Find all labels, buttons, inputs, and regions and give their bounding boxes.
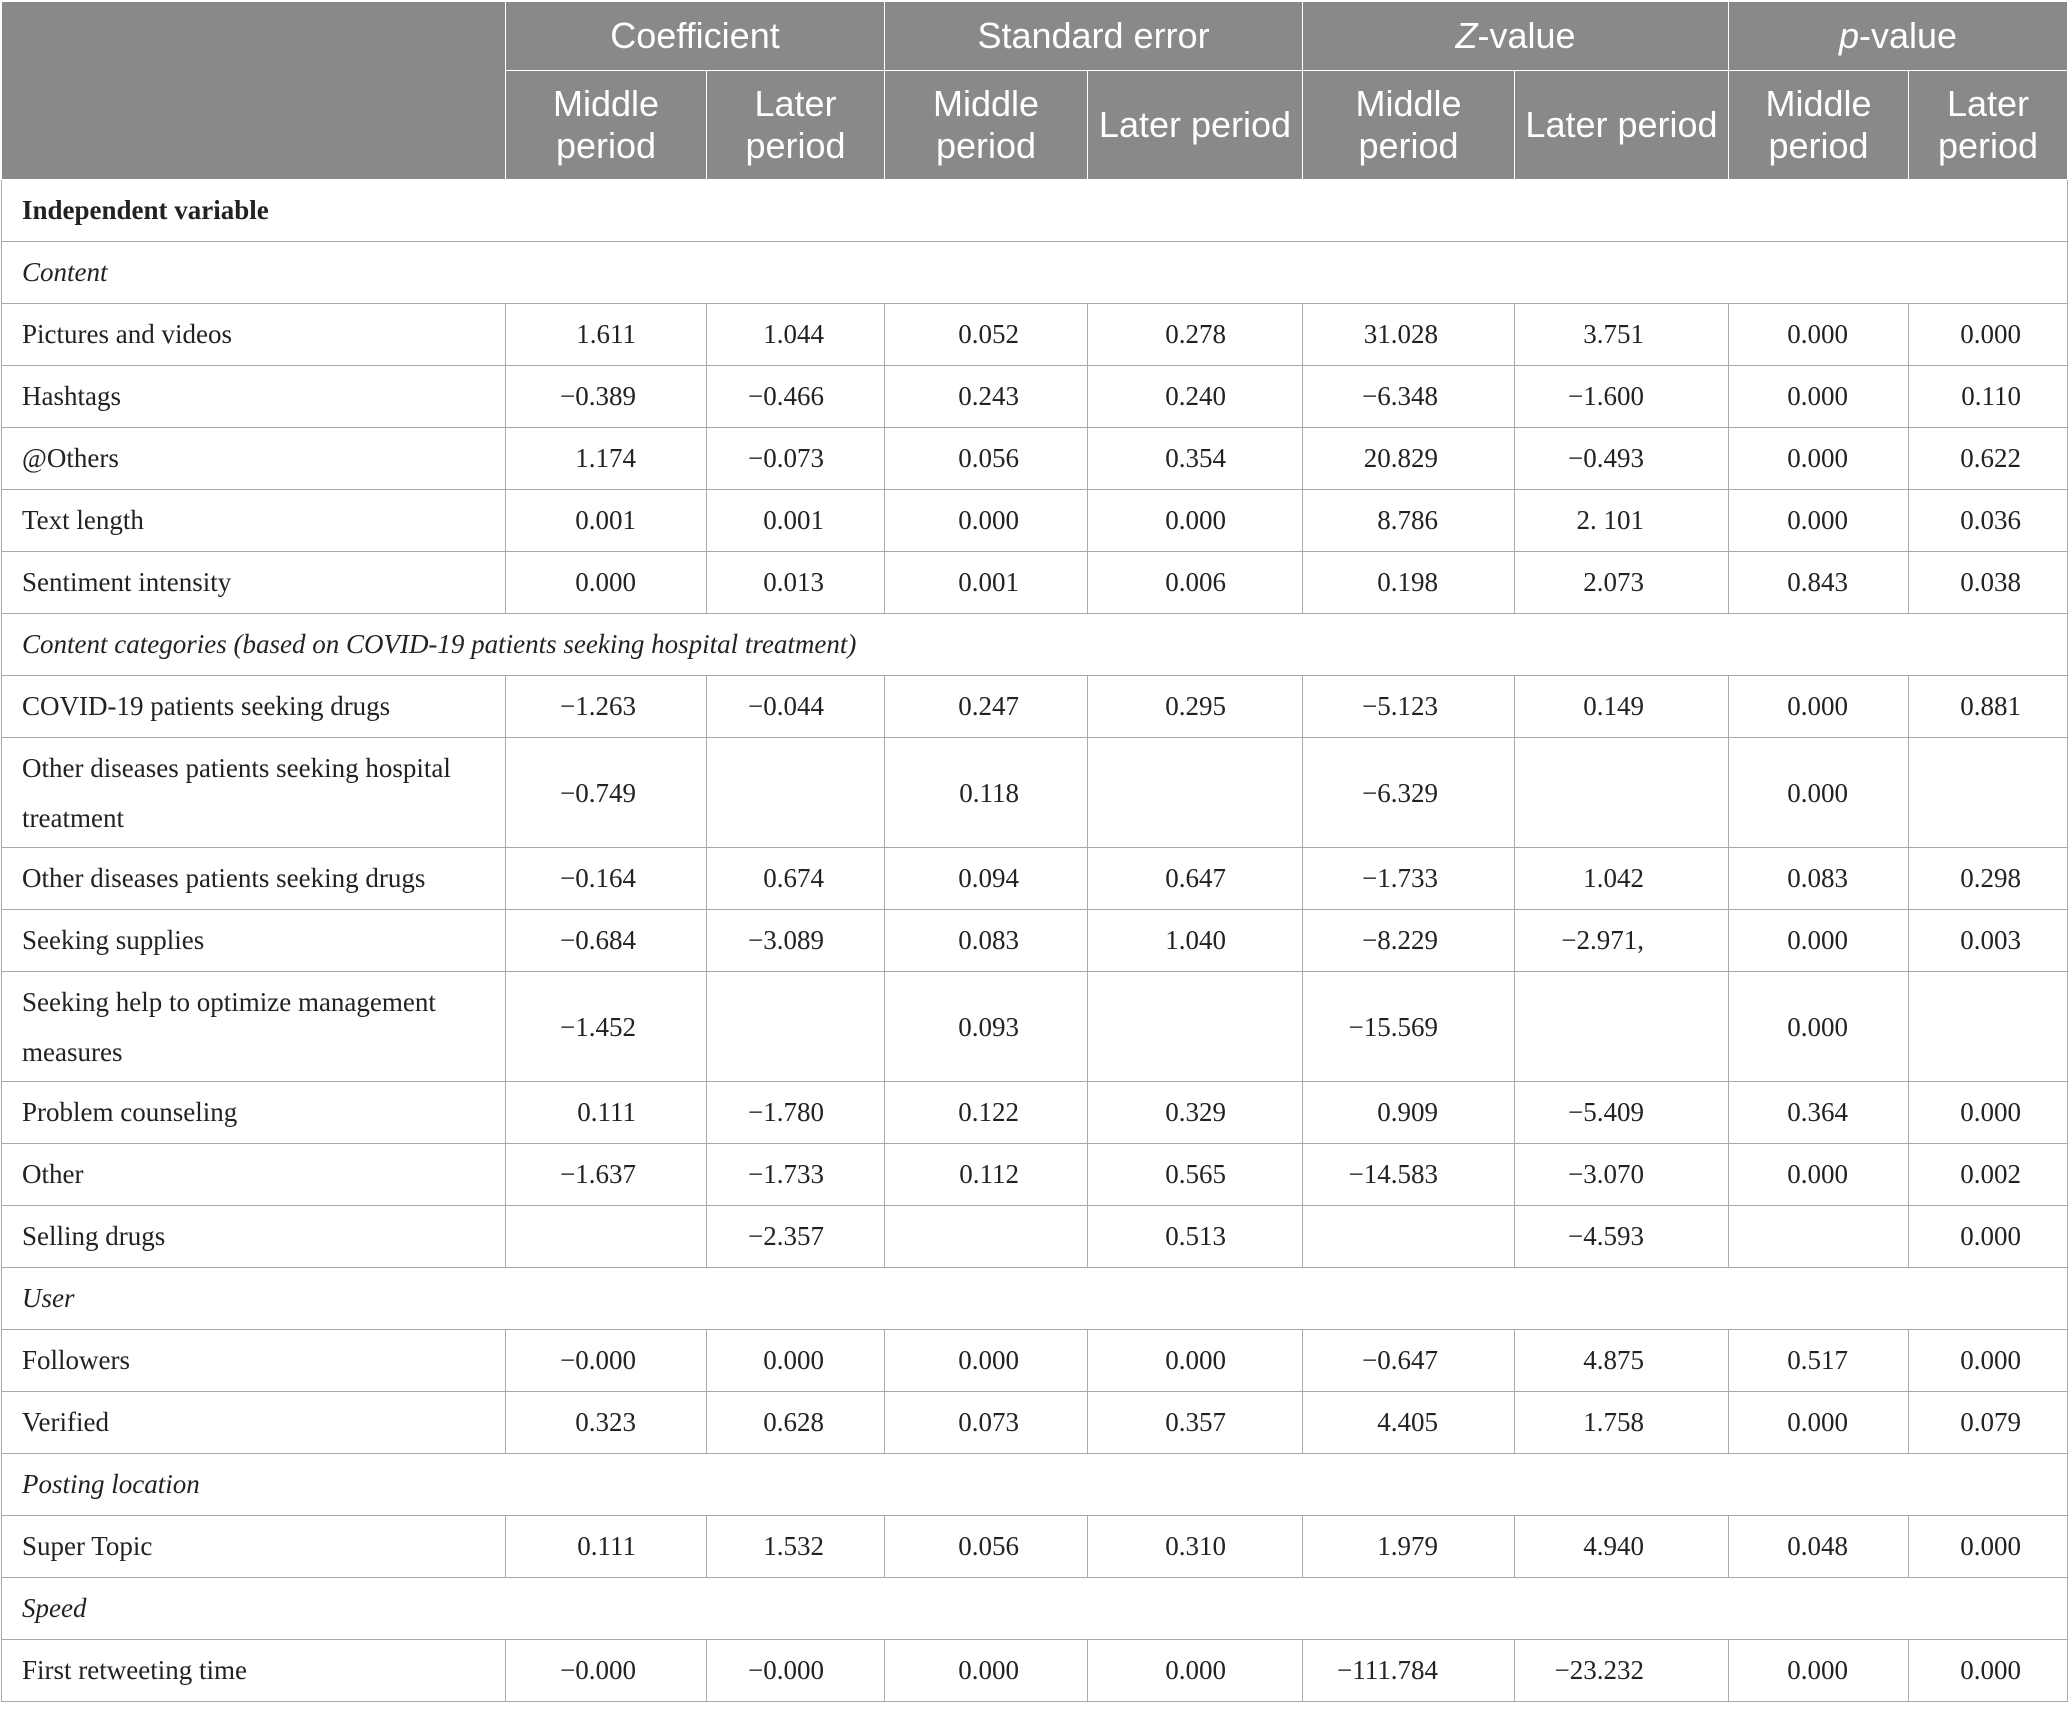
subheader-coef-later: Later period [707, 71, 885, 180]
value-cell: 0.079 [1909, 1392, 2068, 1454]
row-label: Pictures and videos [2, 304, 506, 366]
header-z-value [1303, 2, 1729, 71]
value-cell: −2.971, [1515, 910, 1729, 972]
value-cell: 0.243 [885, 366, 1088, 428]
value-cell: 0.298 [1909, 848, 2068, 910]
table-row [2, 1640, 2068, 1702]
value-cell: 0.000 [1909, 1330, 2068, 1392]
value-cell [1909, 972, 2068, 1082]
value-cell: 0.052 [885, 304, 1088, 366]
value-cell: 0.000 [1909, 304, 2068, 366]
value-cell: 0.000 [1088, 1640, 1303, 1702]
value-cell [1515, 738, 1729, 848]
value-cell: 0.198 [1303, 552, 1515, 614]
value-cell: 0.083 [1729, 848, 1909, 910]
value-cell: 0.112 [885, 1144, 1088, 1206]
value-cell: 0.002 [1909, 1144, 2068, 1206]
section-row [2, 614, 2068, 676]
row-label: Selling drugs [2, 1206, 506, 1268]
subheader-se-later: Later period [1088, 71, 1303, 180]
table-row [2, 428, 2068, 490]
header-blank-cell [2, 2, 506, 180]
value-cell: 4.940 [1515, 1516, 1729, 1578]
value-cell: 0.001 [885, 552, 1088, 614]
subheader-p-later: Later period [1909, 71, 2068, 180]
value-cell: 0.093 [885, 972, 1088, 1082]
value-cell: 0.056 [885, 428, 1088, 490]
value-cell: 0.000 [1088, 490, 1303, 552]
value-cell [707, 738, 885, 848]
value-cell: −0.000 [506, 1640, 707, 1702]
section-row [2, 1454, 2068, 1516]
row-label: Other [2, 1144, 506, 1206]
value-cell: 1.040 [1088, 910, 1303, 972]
row-label: Text length [2, 490, 506, 552]
table-row [2, 304, 2068, 366]
section-label: User [2, 1268, 2068, 1330]
value-cell: 0.000 [1088, 1330, 1303, 1392]
row-label: Other diseases patients seeking drugs [2, 848, 506, 910]
value-cell: −5.123 [1303, 676, 1515, 738]
subheader-z-later: Later period [1515, 71, 1729, 180]
table-row [2, 848, 2068, 910]
value-cell: 2. 101 [1515, 490, 1729, 552]
value-cell: 1.758 [1515, 1392, 1729, 1454]
table-row [2, 972, 2068, 1082]
value-cell: 0.000 [506, 552, 707, 614]
value-cell: −0.389 [506, 366, 707, 428]
value-cell: −15.569 [1303, 972, 1515, 1082]
value-cell: 0.000 [1729, 676, 1909, 738]
value-cell: 0.013 [707, 552, 885, 614]
value-cell: 0.909 [1303, 1082, 1515, 1144]
value-cell [1088, 738, 1303, 848]
value-cell: −3.089 [707, 910, 885, 972]
section-row [2, 1578, 2068, 1640]
value-cell: 0.628 [707, 1392, 885, 1454]
section-label: Content [2, 242, 2068, 304]
value-cell: 0.647 [1088, 848, 1303, 910]
value-cell: 4.875 [1515, 1330, 1729, 1392]
value-cell: −1.263 [506, 676, 707, 738]
value-cell: 0.364 [1729, 1082, 1909, 1144]
row-label: Verified [2, 1392, 506, 1454]
value-cell [506, 1206, 707, 1268]
value-cell: 0.001 [506, 490, 707, 552]
value-cell: 0.843 [1729, 552, 1909, 614]
value-cell: −1.637 [506, 1144, 707, 1206]
section-row [2, 180, 2068, 242]
value-cell: 0.000 [1909, 1206, 2068, 1268]
value-cell [707, 972, 885, 1082]
value-cell: 1.174 [506, 428, 707, 490]
value-cell: 3.751 [1515, 304, 1729, 366]
value-cell: 0.622 [1909, 428, 2068, 490]
value-cell: −1.780 [707, 1082, 885, 1144]
row-label: First retweeting time [2, 1640, 506, 1702]
header-p-suffix: -value [1858, 15, 1958, 56]
value-cell: 1.532 [707, 1516, 885, 1578]
section-row [2, 242, 2068, 304]
table-row [2, 1082, 2068, 1144]
value-cell: 0.000 [1729, 304, 1909, 366]
value-cell: −8.229 [1303, 910, 1515, 972]
value-cell [1909, 738, 2068, 848]
value-cell: −3.070 [1515, 1144, 1729, 1206]
value-cell: 0.083 [885, 910, 1088, 972]
value-cell: 0.038 [1909, 552, 2068, 614]
value-cell: 0.000 [1909, 1640, 2068, 1702]
section-row [2, 1268, 2068, 1330]
value-cell: 0.000 [1909, 1082, 2068, 1144]
subheader-z-middle: Middle period [1303, 71, 1515, 180]
value-cell: 8.786 [1303, 490, 1515, 552]
row-label: Hashtags [2, 366, 506, 428]
value-cell: −4.593 [1515, 1206, 1729, 1268]
value-cell: 0.000 [1729, 366, 1909, 428]
value-cell: −0.684 [506, 910, 707, 972]
value-cell: −111.784 [1303, 1640, 1515, 1702]
value-cell: 0.881 [1909, 676, 2068, 738]
value-cell: 0.003 [1909, 910, 2068, 972]
value-cell: 0.354 [1088, 428, 1303, 490]
table-row [2, 366, 2068, 428]
table-body [2, 180, 2068, 1702]
value-cell: −1.452 [506, 972, 707, 1082]
value-cell: −23.232 [1515, 1640, 1729, 1702]
value-cell: 0.073 [885, 1392, 1088, 1454]
value-cell: 2.073 [1515, 552, 1729, 614]
value-cell: 0.295 [1088, 676, 1303, 738]
value-cell: 0.000 [1729, 428, 1909, 490]
value-cell: 20.829 [1303, 428, 1515, 490]
value-cell: 0.000 [1729, 738, 1909, 848]
header-p-value [1729, 2, 2068, 71]
header-coefficient: Coefficient [506, 2, 885, 71]
row-label: Problem counseling [2, 1082, 506, 1144]
value-cell: 1.042 [1515, 848, 1729, 910]
row-label: Super Topic [2, 1516, 506, 1578]
value-cell: 1.044 [707, 304, 885, 366]
value-cell: 0.240 [1088, 366, 1303, 428]
value-cell: −0.466 [707, 366, 885, 428]
subheader-coef-middle: Middle period [506, 71, 707, 180]
value-cell: 1.979 [1303, 1516, 1515, 1578]
table-row [2, 910, 2068, 972]
value-cell: 0.000 [1729, 972, 1909, 1082]
section-label: Speed [2, 1578, 2068, 1640]
row-label: Followers [2, 1330, 506, 1392]
table-header [2, 2, 2068, 180]
value-cell: 0.111 [506, 1516, 707, 1578]
value-cell: −0.647 [1303, 1330, 1515, 1392]
value-cell: 0.000 [1729, 1144, 1909, 1206]
value-cell: 0.000 [885, 1640, 1088, 1702]
table-row [2, 552, 2068, 614]
value-cell: 0.000 [707, 1330, 885, 1392]
value-cell: 0.323 [506, 1392, 707, 1454]
value-cell: 0.000 [1909, 1516, 2068, 1578]
header-standard-error: Standard error [885, 2, 1303, 71]
value-cell: −1.600 [1515, 366, 1729, 428]
table-row [2, 1392, 2068, 1454]
value-cell: 0.000 [1729, 1392, 1909, 1454]
section-label: Independent variable [2, 180, 2068, 242]
value-cell: −0.044 [707, 676, 885, 738]
value-cell: 0.000 [1729, 490, 1909, 552]
value-cell: −0.000 [707, 1640, 885, 1702]
table-row [2, 490, 2068, 552]
value-cell [1088, 972, 1303, 1082]
value-cell [1303, 1206, 1515, 1268]
value-cell: 0.329 [1088, 1082, 1303, 1144]
header-z-suffix: -value [1477, 15, 1576, 56]
value-cell [885, 1206, 1088, 1268]
value-cell: −0.749 [506, 738, 707, 848]
value-cell: −14.583 [1303, 1144, 1515, 1206]
value-cell: −1.733 [1303, 848, 1515, 910]
value-cell: 0.149 [1515, 676, 1729, 738]
table-row [2, 1206, 2068, 1268]
value-cell: 0.000 [1729, 910, 1909, 972]
value-cell: 0.000 [885, 1330, 1088, 1392]
value-cell: −6.348 [1303, 366, 1515, 428]
regression-results-table [1, 1, 2068, 1702]
row-label: @Others [2, 428, 506, 490]
value-cell: 0.278 [1088, 304, 1303, 366]
header-z-letter: Z [1455, 15, 1478, 56]
value-cell: 0.310 [1088, 1516, 1303, 1578]
value-cell: 0.006 [1088, 552, 1303, 614]
value-cell: −0.073 [707, 428, 885, 490]
value-cell: −0.493 [1515, 428, 1729, 490]
row-label: COVID-19 patients seeking drugs [2, 676, 506, 738]
value-cell: 0.513 [1088, 1206, 1303, 1268]
value-cell: 0.122 [885, 1082, 1088, 1144]
section-label: Posting location [2, 1454, 2068, 1516]
value-cell: 0.048 [1729, 1516, 1909, 1578]
value-cell: 0.110 [1909, 366, 2068, 428]
value-cell: 0.111 [506, 1082, 707, 1144]
table-row [2, 738, 2068, 848]
subheader-se-middle: Middle period [885, 71, 1088, 180]
value-cell [1729, 1206, 1909, 1268]
value-cell: 4.405 [1303, 1392, 1515, 1454]
value-cell: −5.409 [1515, 1082, 1729, 1144]
value-cell: 0.036 [1909, 490, 2068, 552]
row-label: Seeking supplies [2, 910, 506, 972]
value-cell: 0.565 [1088, 1144, 1303, 1206]
value-cell: 0.000 [885, 490, 1088, 552]
row-label: Other diseases patients seeking hospital treatment [2, 738, 506, 848]
value-cell: 0.118 [885, 738, 1088, 848]
value-cell: 31.028 [1303, 304, 1515, 366]
value-cell: 1.611 [506, 304, 707, 366]
subheader-p-middle: Middle period [1729, 71, 1909, 180]
section-label: Content categories (based on COVID-19 patients seeking hospital treatment) [2, 614, 2068, 676]
row-label: Seeking help to optimize management measures [2, 972, 506, 1082]
table-row [2, 1144, 2068, 1206]
value-cell: 0.056 [885, 1516, 1088, 1578]
value-cell: −1.733 [707, 1144, 885, 1206]
table-row [2, 676, 2068, 738]
value-cell: 0.001 [707, 490, 885, 552]
value-cell: 0.674 [707, 848, 885, 910]
header-p-letter: p [1838, 15, 1859, 56]
value-cell: −6.329 [1303, 738, 1515, 848]
value-cell: −2.357 [707, 1206, 885, 1268]
value-cell: 0.094 [885, 848, 1088, 910]
row-label: Sentiment intensity [2, 552, 506, 614]
value-cell: 0.357 [1088, 1392, 1303, 1454]
table-row [2, 1516, 2068, 1578]
value-cell [1515, 972, 1729, 1082]
value-cell: 0.247 [885, 676, 1088, 738]
table-row [2, 1330, 2068, 1392]
value-cell: −0.164 [506, 848, 707, 910]
value-cell: 0.517 [1729, 1330, 1909, 1392]
value-cell: −0.000 [506, 1330, 707, 1392]
value-cell: 0.000 [1729, 1640, 1909, 1702]
